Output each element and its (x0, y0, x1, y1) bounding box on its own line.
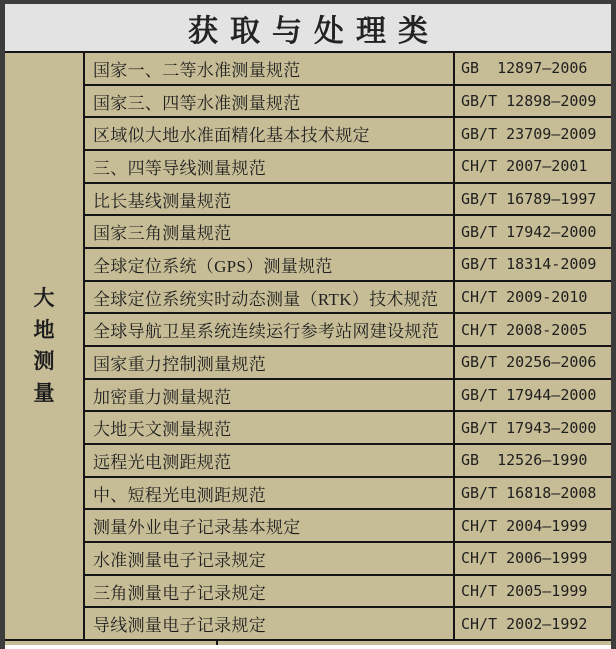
table-row (85, 216, 611, 249)
standard-code-cell: CH/T 2004—1999 (455, 510, 611, 541)
standard-name-cell: 全球导航卫星系统连续运行参考站网建设规范 (85, 314, 455, 345)
table-row (85, 608, 611, 639)
next-row-sliver (5, 641, 611, 645)
standard-code-cell: GB/T 20256—2006 (455, 347, 611, 378)
table-row (85, 576, 611, 609)
table-row (85, 86, 611, 119)
standard-code-cell: CH/T 2009-2010 (455, 282, 611, 313)
table-row (85, 184, 611, 217)
standard-name-cell: 远程光电测距规范 (85, 445, 455, 476)
table-row (85, 543, 611, 576)
table-row (85, 412, 611, 445)
standard-code-cell: GB/T 12898—2009 (455, 86, 611, 117)
table-row (85, 445, 611, 478)
table-row (85, 282, 611, 315)
standard-code-cell: GB/T 23709—2009 (455, 118, 611, 149)
table-row (85, 478, 611, 511)
standard-name-cell: 区域似大地水准面精化基本技术规定 (85, 118, 455, 149)
table-title: 获取与处理类 (5, 4, 611, 53)
standard-name-cell: 大地天文测量规范 (85, 412, 455, 443)
standard-code-cell: GB/T 17942—2000 (455, 216, 611, 247)
category-cell (5, 53, 85, 639)
standard-name-cell: 比长基线测量规范 (85, 184, 455, 215)
standard-name-cell: 测量外业电子记录基本规定 (85, 510, 455, 541)
table-row (85, 53, 611, 86)
standard-code-cell: GB/T 18314-2009 (455, 249, 611, 280)
standard-code-cell: CH/T 2008-2005 (455, 314, 611, 345)
table-row (85, 118, 611, 151)
standard-name-cell: 国家三角测量规范 (85, 216, 455, 247)
rows-container (85, 53, 611, 639)
table-row (85, 347, 611, 380)
next-row-divider (216, 641, 218, 645)
table-body (5, 53, 611, 641)
category-label: 大地测量 (33, 286, 55, 405)
table-row (85, 314, 611, 347)
standard-name-cell: 全球定位系统（GPS）测量规范 (85, 249, 455, 280)
standard-name-cell: 国家一、二等水准测量规范 (85, 53, 455, 84)
standard-code-cell: GB/T 16818—2008 (455, 478, 611, 509)
standard-name-cell: 中、短程光电测距规范 (85, 478, 455, 509)
standard-name-cell: 国家重力控制测量规范 (85, 347, 455, 378)
table-row (85, 249, 611, 282)
standard-name-cell: 加密重力测量规范 (85, 380, 455, 411)
table-row (85, 510, 611, 543)
standard-code-cell: GB 12526—1990 (455, 445, 611, 476)
table-row (85, 151, 611, 184)
standard-name-cell: 导线测量电子记录规定 (85, 608, 455, 639)
standard-code-cell: GB/T 17944—2000 (455, 380, 611, 411)
standard-code-cell: CH/T 2007—2001 (455, 151, 611, 182)
standard-code-cell: CH/T 2006—1999 (455, 543, 611, 574)
standard-name-cell: 三、四等导线测量规范 (85, 151, 455, 182)
standard-name-cell: 全球定位系统实时动态测量（RTK）技术规范 (85, 282, 455, 313)
standard-code-cell: GB/T 17943—2000 (455, 412, 611, 443)
standard-code-cell: GB 12897—2006 (455, 53, 611, 84)
standard-code-cell: CH/T 2005—1999 (455, 576, 611, 607)
standard-name-cell: 三角测量电子记录规定 (85, 576, 455, 607)
standard-code-cell: GB/T 16789—1997 (455, 184, 611, 215)
standard-code-cell: CH/T 2002—1992 (455, 608, 611, 639)
standard-name-cell: 国家三、四等水准测量规范 (85, 86, 455, 117)
table-row (85, 380, 611, 413)
standard-name-cell: 水准测量电子记录规定 (85, 543, 455, 574)
